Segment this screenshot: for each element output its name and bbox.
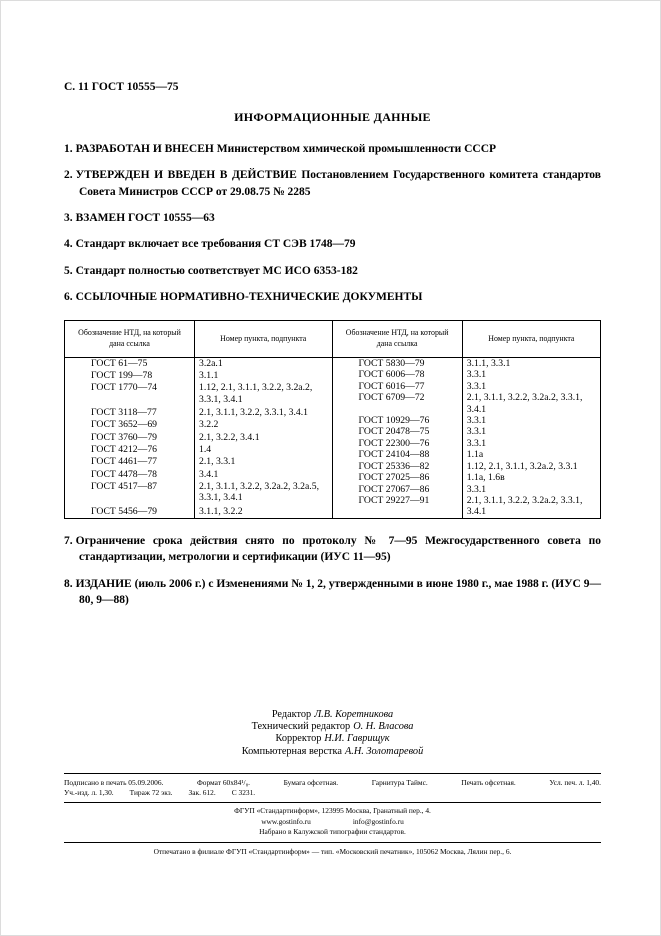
- print-info-segment: Бумага офсетная.: [283, 778, 339, 787]
- print-info-segment: Уч.-изд. л. 1,30.: [64, 787, 114, 797]
- ntd-code-cell: ГОСТ 6016—77: [333, 381, 463, 392]
- credit-line: [64, 733, 601, 745]
- ntd-code-cell: ГОСТ 4212—76: [65, 444, 194, 456]
- clause-refs-cell: 3.2.2: [198, 419, 219, 431]
- section-title: ИНФОРМАЦИОННЫЕ ДАННЫЕ: [234, 110, 431, 124]
- info-item: [64, 263, 601, 279]
- clause-refs-cell: 3.4.1: [198, 468, 219, 480]
- print-info-line-2: [64, 788, 601, 798]
- ntd-code-cell: ГОСТ 4517—87: [65, 481, 194, 506]
- ntd-code-cell: ГОСТ 1770—74: [65, 382, 194, 407]
- clause-refs-cell: 2.1, 3.1.1, 3.2.2, 3.2а.2, 3.3.1, 3.4.1: [466, 392, 583, 415]
- page-content: [64, 81, 601, 856]
- table-row: [333, 415, 601, 426]
- clause-refs-cell: 1.1а: [466, 449, 484, 461]
- clause-refs-cell: 2.1, 3.3.1: [198, 456, 236, 468]
- ntd-code-cell: ГОСТ 10929—76: [333, 415, 463, 426]
- item-text: Стандарт включает все требования СТ СЭВ 1748—79: [75, 238, 356, 251]
- table-header-row: [65, 321, 332, 357]
- ntd-code-cell: ГОСТ 4478—78: [65, 469, 194, 481]
- item-number: 7.: [64, 534, 73, 547]
- info-items: [64, 141, 601, 305]
- credit-name: Н.И. Гаврищук: [324, 733, 390, 745]
- credit-role: Технический редактор: [251, 721, 351, 733]
- ntd-code-cell: ГОСТ 61—75: [65, 357, 194, 370]
- table-header-row: [333, 321, 601, 357]
- clause-refs-cell: 3.2а.1: [198, 357, 223, 369]
- col-header-ntd-right: Обозначение НТД, на который дана ссылка: [333, 321, 463, 357]
- info-item: [64, 236, 601, 252]
- credits-block: [64, 709, 601, 758]
- clause-refs-cell: 3.1.1, 3.3.1: [466, 357, 511, 369]
- table-row: [65, 469, 332, 481]
- publisher-links: [64, 817, 601, 827]
- info-item: [64, 141, 601, 157]
- references-table-left: [65, 321, 333, 518]
- clause-refs-cell: 3.3.1: [466, 414, 487, 426]
- table-row: [65, 370, 332, 382]
- item-text: ИЗДАНИЕ (июль 2006 г.) с Изменениями № 1, 2, утвержденными в июне 1980 г., мае 1988 г. (ИУС 9—80, 9—88): [75, 577, 601, 606]
- credit-name: А.Н. Золотаревой: [344, 745, 424, 757]
- credit-role: Корректор: [275, 733, 322, 745]
- item-number: 2.: [64, 169, 73, 182]
- table-row: [333, 426, 601, 437]
- table-row: [65, 357, 332, 370]
- item-text: ССЫЛОЧНЫЕ НОРМАТИВНО-ТЕХНИЧЕСКИЕ ДОКУМЕНТЫ: [75, 290, 423, 303]
- print-info-segment: Зак. 612.: [188, 787, 216, 797]
- item-number: 6.: [64, 290, 73, 303]
- ntd-code-cell: ГОСТ 20478—75: [333, 426, 463, 437]
- table-row: [65, 481, 332, 506]
- print-info-segment: С 3231.: [231, 787, 256, 797]
- item-number: 1.: [64, 143, 73, 155]
- table-row: [65, 382, 332, 407]
- publisher-link: info@gostinfo.ru: [352, 816, 404, 826]
- clause-refs-cell: 3.1.1: [198, 370, 219, 382]
- printer-note: Отпечатано в филиале ФГУП «Стандартинформ» — тип. «Московский печатник», 105062 Москва, Лялин пер., 6.: [153, 846, 512, 856]
- divider-rule-bottom: [64, 842, 601, 843]
- col-header-clause-right: Номер пункта, подпункта: [462, 321, 600, 357]
- credit-line: [64, 721, 601, 733]
- divider-rule-middle: [64, 802, 601, 803]
- col-header-clause-left: Номер пункта, подпункта: [194, 321, 332, 357]
- clause-refs-cell: 3.1.1, 3.2.2: [198, 505, 243, 517]
- table-row: [333, 381, 601, 392]
- references-table: [64, 320, 601, 519]
- divider-rule-top: [64, 773, 601, 774]
- credit-role: Компьютерная верстка: [241, 745, 342, 757]
- info-item: [64, 210, 601, 226]
- item-number: 4.: [64, 238, 73, 251]
- credit-line: [64, 709, 601, 721]
- table-row: [333, 392, 601, 415]
- print-info-segment: Подписано в печать 05.09.2006.: [64, 778, 164, 787]
- ntd-code-cell: ГОСТ 29227—91: [333, 495, 463, 518]
- clause-refs-cell: 1.1а, 1.6в: [466, 472, 505, 484]
- colophon: [64, 773, 601, 857]
- ntd-code-cell: ГОСТ 22300—76: [333, 438, 463, 449]
- info-item: [64, 167, 601, 200]
- item-text: РАЗРАБОТАН И ВНЕСЕН Министерством химической промышленности СССР: [75, 143, 497, 155]
- page-number-header: С. 11 ГОСТ 10555—75: [64, 81, 179, 93]
- clause-refs-cell: 1.4: [198, 444, 212, 456]
- ntd-code-cell: ГОСТ 3118—77: [65, 407, 194, 419]
- ntd-code-cell: ГОСТ 25336—82: [333, 461, 463, 472]
- item-number: 8.: [64, 577, 73, 590]
- item-text: Ограничение срока действия снято по протоколу № 7—95 Межгосударственного совета по стандартизации, метрологии и сертификации (ИУС 11—95): [75, 534, 601, 564]
- ntd-code-cell: ГОСТ 27025—86: [333, 472, 463, 483]
- clause-refs-cell: 2.1, 3.1.1, 3.2.2, 3.2а.2, 3.2а.5, 3.3.1, 3.4.1: [198, 480, 319, 504]
- clause-refs-cell: 2.1, 3.2.2, 3.4.1: [198, 431, 260, 443]
- ntd-code-cell: ГОСТ 4461—77: [65, 456, 194, 468]
- ntd-code-cell: ГОСТ 3760—79: [65, 432, 194, 444]
- print-info-segment: Печать офсетная.: [461, 778, 516, 787]
- print-info-segment: Гарнитура Таймс.: [371, 778, 428, 787]
- print-info-line-1: [64, 778, 601, 788]
- clause-refs-cell: 3.3.1: [466, 483, 487, 495]
- item-number: 5.: [64, 264, 73, 277]
- publisher-address: ФГУП «Стандартинформ», 123995 Москва, Гранатный пер., 4.: [234, 806, 431, 816]
- print-info-segment: Тираж 72 экз.: [129, 787, 173, 797]
- ntd-code-cell: ГОСТ 5456—79: [65, 506, 194, 518]
- item-text: ВЗАМЕН ГОСТ 10555—63: [75, 211, 215, 224]
- ntd-code-cell: ГОСТ 24104—88: [333, 449, 463, 460]
- item-text: Стандарт полностью соответствует МС ИСО 6353-182: [75, 264, 358, 277]
- table-row: [65, 419, 332, 431]
- ntd-code-cell: ГОСТ 3652—69: [65, 419, 194, 431]
- table-row: [333, 357, 601, 369]
- ntd-code-cell: ГОСТ 6006—78: [333, 369, 463, 380]
- table-row: [333, 449, 601, 460]
- print-info-segment: Усл. печ. л. 1,40.: [549, 778, 601, 787]
- clause-refs-cell: 3.3.1: [466, 426, 487, 438]
- credit-line: [64, 746, 601, 758]
- table-row: [333, 369, 601, 380]
- item-number: 3.: [64, 211, 73, 224]
- table-row: [65, 444, 332, 456]
- clause-refs-cell: 2.1, 3.1.1, 3.2.2, 3.2а.2, 3.3.1, 3.4.1: [466, 495, 583, 518]
- info-item: [64, 576, 601, 609]
- info-item: [64, 533, 601, 566]
- ntd-code-cell: ГОСТ 5830—79: [333, 357, 463, 369]
- ntd-code-cell: ГОСТ 6709—72: [333, 392, 463, 415]
- table-row: [333, 461, 601, 472]
- credit-name: О. Н. Власова: [353, 721, 414, 733]
- clause-refs-cell: 1.12, 2.1, 3.1.1, 3.2а.2, 3.3.1: [466, 460, 578, 472]
- typesetting-note: Набрано в Калужской типографии стандартов.: [259, 827, 406, 837]
- publisher-link: www.gostinfo.ru: [261, 816, 311, 826]
- table-row: [333, 484, 601, 495]
- col-header-ntd-left: Обозначение НТД, на который дана ссылка: [65, 321, 194, 357]
- ntd-code-cell: ГОСТ 27067—86: [333, 484, 463, 495]
- table-row: [333, 495, 601, 518]
- credit-role: Редактор: [271, 709, 312, 720]
- item-text: УТВЕРЖДЕН И ВВЕДЕН В ДЕЙСТВИЕ Постановлением Государственного комитета стандартов Совета Министров СССР от 29.08.75 № 2285: [75, 169, 601, 198]
- references-table-right: [333, 321, 601, 518]
- publisher-block: [64, 806, 601, 837]
- clause-refs-cell: 3.3.1: [466, 380, 487, 392]
- clause-refs-cell: 2.1, 3.1.1, 3.2.2, 3.3.1, 3.4.1: [198, 407, 308, 419]
- credit-name: Л.В. Коретникова: [314, 709, 394, 720]
- clause-refs-cell: 1.12, 2.1, 3.1.1, 3.2.2, 3.2а.2, 3.3.1, 3.4.1: [198, 382, 313, 405]
- table-row: [65, 456, 332, 468]
- table-row: [333, 472, 601, 483]
- table-row: [65, 506, 332, 518]
- table-row: [65, 432, 332, 444]
- clause-refs-cell: 3.3.1: [466, 369, 487, 381]
- info-items-after-table: [64, 533, 601, 608]
- table-row: [65, 407, 332, 419]
- table-row: [333, 438, 601, 449]
- ntd-code-cell: ГОСТ 199—78: [65, 370, 194, 382]
- info-item: [64, 289, 601, 305]
- clause-refs-cell: 3.3.1: [466, 437, 487, 449]
- print-info-segment: Формат 60х84¹/₈.: [196, 778, 251, 787]
